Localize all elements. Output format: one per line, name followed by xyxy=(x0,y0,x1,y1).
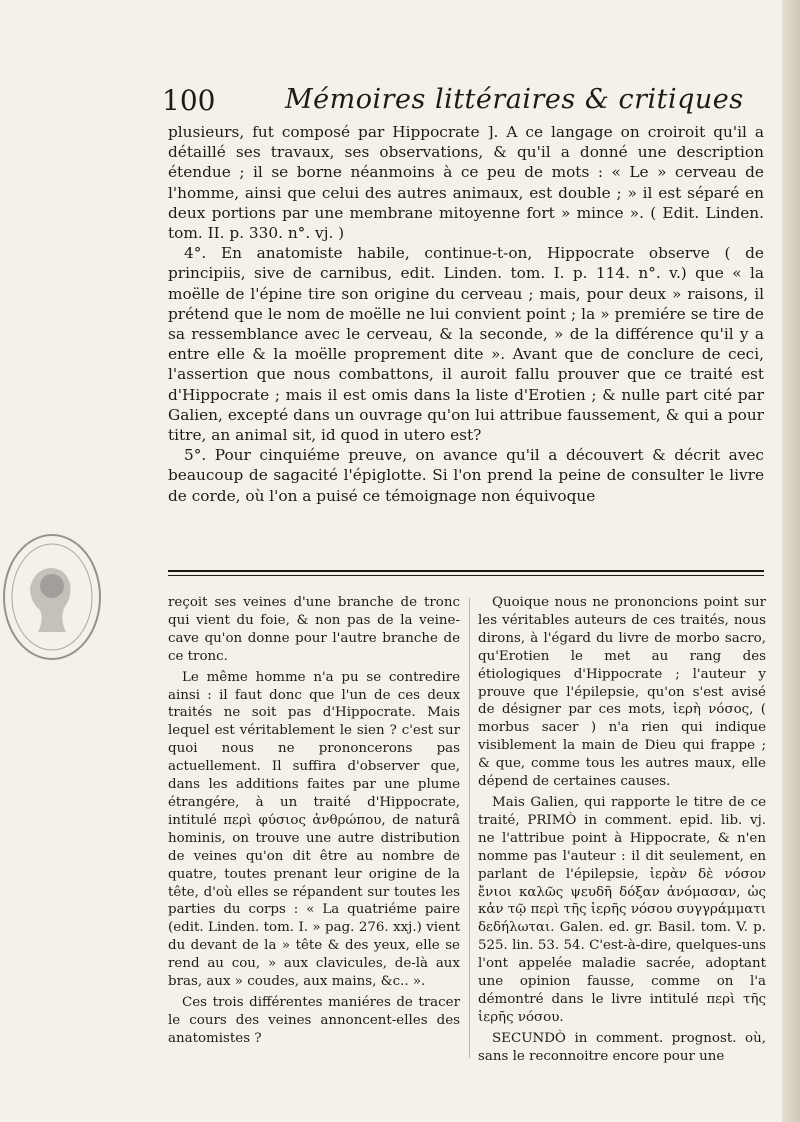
right-paragraph-2: Mais Galien, qui rapporte le titre de ce traité, PRIMÒ in comment. epid. lib. vj. ne l'attribue point à Hippocrate, & n'en nomme pas l'auteur : il dit seulement, en parlant de l'épilepsie, ἱερὰν δὲ νόσον ἔνιοι καλῶς ψευδῆ δόξαν ἀνόμασαν, ὡς κἀν τῷ περὶ τῆς ἱερῆς νόσου συγγράμματι δεδήλωται. Galen. ed. gr. Basil. tom. V. p. 525. lin. 53. 54. C'est-à-dire, quelques-uns l'ont appelée maladie sacrée, adoptant une opinion fausse, comme on l'a démontré dans le livre intitulé περὶ τῆς ἱερῆς νόσου. xyxy=(478,794,766,1025)
left-paragraph-1: reçoit ses veines d'une branche de tronc qui vient du foie, & non pas de la veine-cave qu'on donne pour l'autre branche de ce tronc. xyxy=(168,595,460,664)
right-paragraph-1: Quoique nous ne prononcions point sur les véritables auteurs de ces traités, nous dirons, à l'égard du livre de morbo sacro, qu'Erotien le met au rang des étiologiques d'Hippocrate ; l'auteur y prouve que l'épilepsie, qu'on s'est avisé de désigner par ces mots, ἱερὴ νόσος, ( morbus sacer ) n'a rien qui indique visiblement la main de Dieu qui frappe ; & que, comme tous les autres maux, elle dépend de certaines causes. xyxy=(478,595,766,790)
left-paragraph-3: Ces trois différentes maniéres de tracer le cours des veines annoncent-elles des anatomistes ? xyxy=(168,994,460,1046)
upper-paragraph-1: plusieurs, fut composé par Hippocrate ]. A ce langage on croiroit qu'il a détaillé ses travaux, ses observations, & qu'il a donné une description étendue ; il se borne néanmoins à ce peu de mots : « Le » cerveau de l'homme, ainsi que celui des autres animaux, est double ; » il est séparé en deux portions par une membrane mitoyenne fort » mince ». ( Edit. Linden. tom. II. p. 330. n°. vj. ) xyxy=(168,123,764,243)
left-column xyxy=(168,594,460,1051)
page-header xyxy=(150,84,770,124)
column-divider xyxy=(469,598,470,1058)
upper-paragraph-2: 4°. En anatomiste habile, continue-t-on, Hippocrate observe ( de principiis, sive de carnibus, edit. Linden. tom. I. p. 114. n°. v.) que « la moëlle de l'épine tire son origine du cerveau ; mais, pour deux » raisons, il prétend que le nom de moëlle ne lui convient point ; la » premiére se tire de sa ressemblance avec le cerveau, & la seconde, » de la différence qu'il y a entre elle & la moëlle proprement dite ». Avant que de conclure de ceci, l'assertion que nous combattons, il auroit fallu prouver que ce traité est d'Hippocrate ; mais il est omis dans la liste d'Erotien ; & nulle part cité par Galien, excepté dans un ouvrage qu'on lui attribue faussement, & qui a pour titre, an animal sit, id quod in utero est? xyxy=(168,244,764,445)
page-edge-shadow xyxy=(782,0,800,1122)
page-number: 100 xyxy=(162,84,216,117)
section-rule xyxy=(168,570,764,576)
library-stamp-icon xyxy=(0,528,104,666)
left-paragraph-2: Le même homme n'a pu se contredire ainsi : il faut donc que l'un de ces deux traités ne soit pas d'Hippocrate. Mais lequel est véritablement le sien ? c'est sur quoi nous ne prononcerons pas actuellement. Il suffira d'observer que, dans les additions faites par une plume étrangére, à un traité d'Hippocrate, intitulé περὶ φύσιος ἀνθρώπου, de naturâ hominis, on trouve une autre distribution de veines qu'on dit être au nombre de quatre, toutes prenant leur origine de la tête, d'où elles se répandent sur toutes les parties du corps : « La quatriéme paire (edit. Linden. tom. I. » pag. 276. xxj.) vient du devant de la » tête & des yeux, elle se rend au cou, » aux clavicules, de-là aux bras, aux » coudes, aux mains, &c.. ». xyxy=(168,669,460,990)
running-title: Mémoires littéraires & critiques xyxy=(285,84,744,115)
right-column xyxy=(478,594,766,1069)
library-stamp xyxy=(0,528,104,666)
right-paragraph-3: SECUNDÒ in comment. prognost. où, sans le reconnoitre encore pour une xyxy=(478,1030,766,1064)
upper-text-block xyxy=(168,122,764,506)
upper-paragraph-3: 5°. Pour cinquiéme preuve, on avance qu'il a découvert & décrit avec beaucoup de sagacité l'épiglotte. Si l'on prend la peine de consulter le livre de corde, où l'on a puisé ce témoignage non équivoque xyxy=(168,446,764,505)
